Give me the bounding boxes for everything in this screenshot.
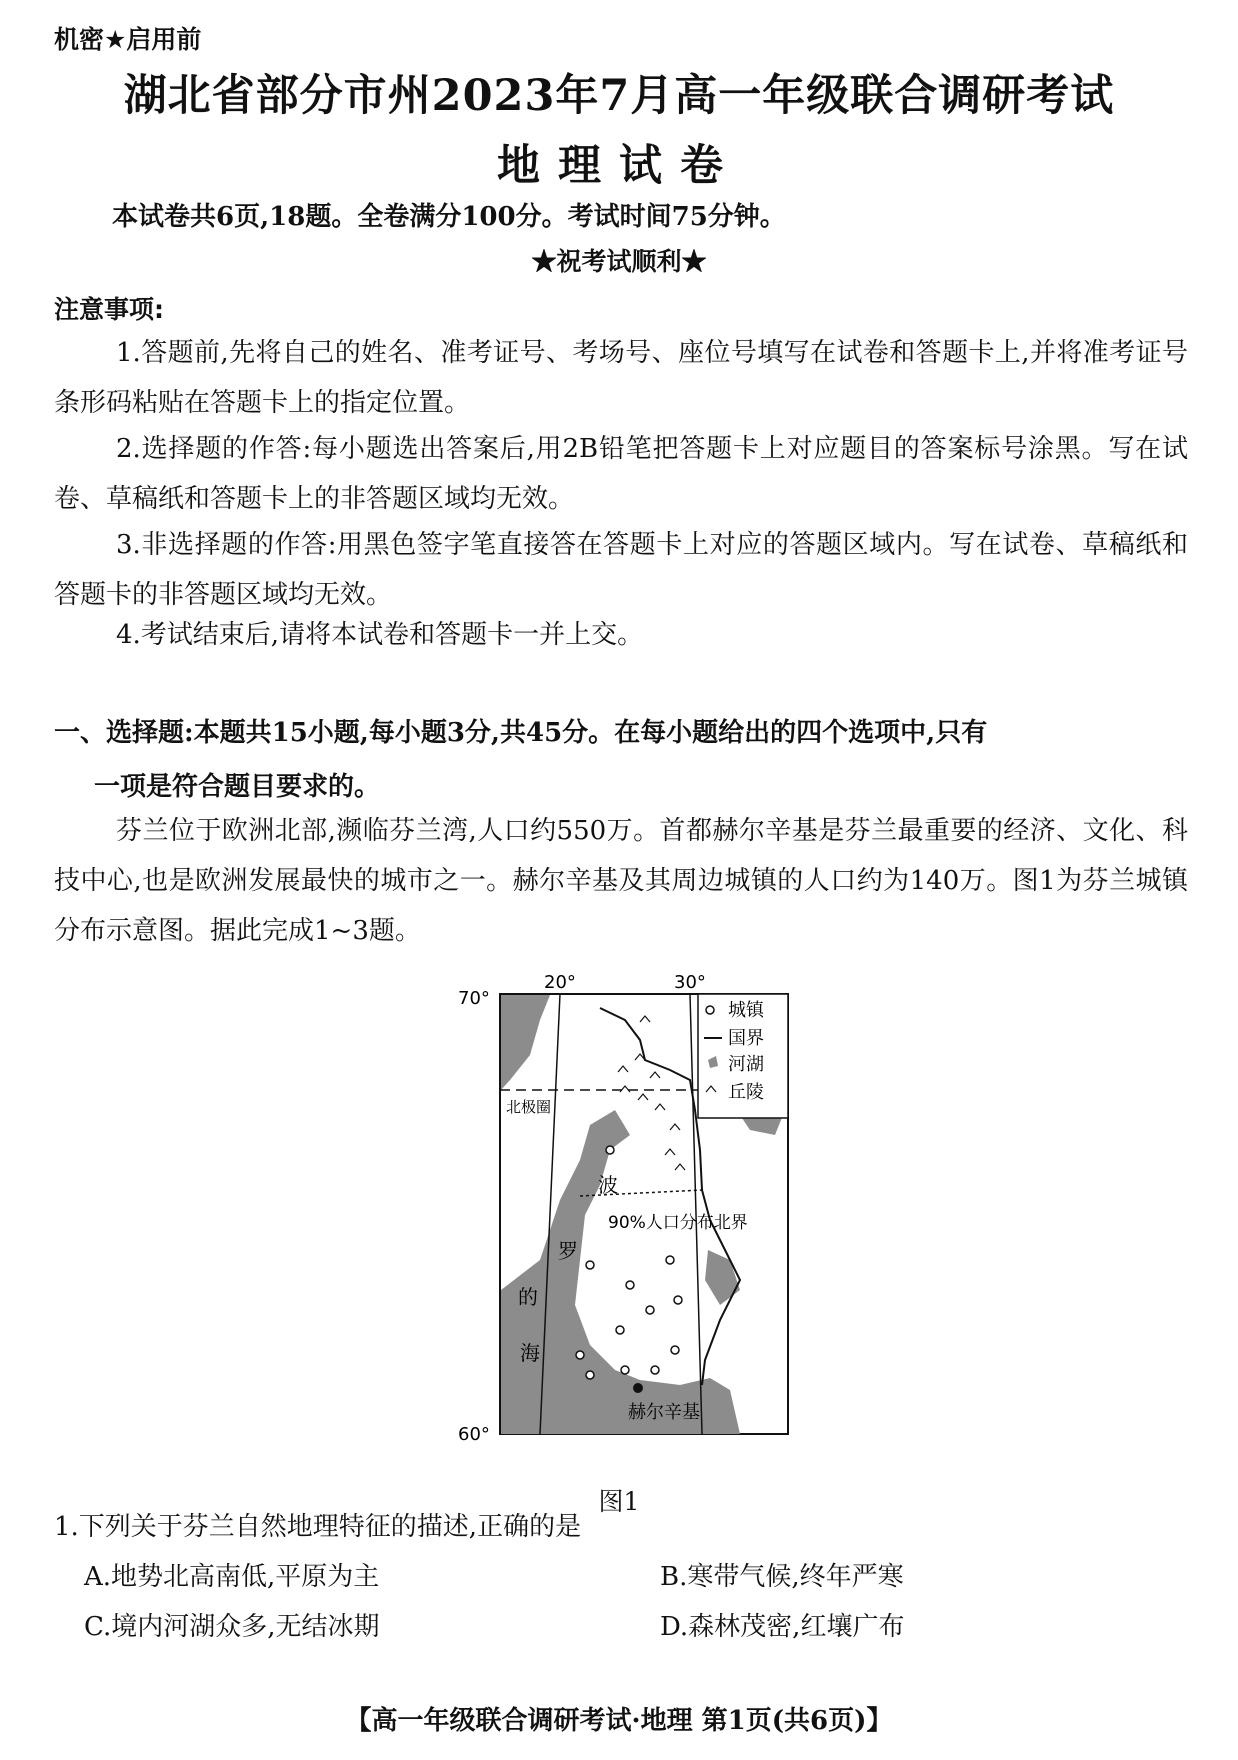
helsinki-label: 赫尔辛基 [628,1402,700,1423]
section-heading-line1: 一、选择题:本题共15小题,每小题3分,共45分。在每小题给出的四个选项中,只有 [54,718,988,748]
question-1-stem: 1.下列关于芬兰自然地理特征的描述,正确的是 [54,1512,582,1542]
sea-label-char-1: 波 [598,1173,618,1197]
section-heading [54,706,1188,814]
section-heading-line2: 一项是符合题目要求的。 [94,772,381,802]
sea-label-char-4: 海 [520,1341,540,1365]
notice-item-3: 3.非选择题的作答:用黑色签字笔直接答在答题卡上对应的答题区域内。写在试卷、草稿纸和答题卡的非答题区域均无效。 [54,530,1188,610]
confidential-label: 机密★启用前 [54,25,202,54]
notice-item-4: 4.考试结束后,请将本试卷和答题卡一并上交。 [116,620,644,650]
question-1-option-a: A.地势北高南低,平原为主 [84,1562,380,1592]
figure-caption: 图1 [598,1487,640,1516]
arctic-circle-label: 北极圈 [506,1098,552,1116]
sea-label-char-2: 罗 [558,1239,578,1263]
exam-subject: 地理试卷 [497,141,741,191]
notice-item-2: 2.选择题的作答:每小题选出答案后,用2B铅笔把答题卡上对应题目的答案标号涂黑。写在试卷、草稿纸和答题卡上的非答题区域均无效。 [54,434,1188,514]
finland-map-figure [440,960,810,1480]
page-footer: 【高一年级联合调研考试·地理 第1页(共6页)】 [345,1706,893,1736]
longitude-20-label: 20° [544,972,576,993]
reading-passage: 芬兰位于欧洲北部,濒临芬兰湾,人口约550万。首都赫尔辛基是芬兰最重要的经济、文化、科技中心,也是欧洲发展最快的城市之一。赫尔辛基及其周边城镇的人口约为140万。图1为芬兰城镇分布示意图。据此完成1~3题。 [54,816,1188,946]
latitude-70-label: 70° [458,988,490,1009]
notice-heading: 注意事项: [54,295,164,324]
legend-lake-label: 河湖 [728,1054,764,1075]
legend-border-label: 国界 [728,1028,764,1049]
question-1-option-c: C.境内河湖众多,无结冰期 [84,1612,380,1642]
sea-label-char-3: 的 [518,1285,538,1309]
legend-town-label: 城镇 [728,1000,764,1021]
exam-info: 本试卷共6页,18题。全卷满分100分。考试时间75分钟。 [112,202,786,232]
pop-boundary-label: 90%人口分布北界 [608,1213,748,1233]
notice-item-1: 1.答题前,先将自己的姓名、准考证号、考场号、座位号填写在试卷和答题卡上,并将准考证号条形码粘贴在答题卡上的指定位置。 [54,338,1188,418]
longitude-30-label: 30° [674,972,706,993]
capital-marker [633,1383,643,1393]
legend-hill-label: 丘陵 [728,1082,764,1103]
exam-title: 湖北省部分市州2023年7月高一年级联合调研考试 [123,71,1115,121]
good-luck-line: ★祝考试顺利★ [531,247,707,276]
question-1-option-d: D.森林茂密,红壤广布 [660,1612,905,1642]
latitude-60-label: 60° [458,1424,490,1445]
question-1-option-b: B.寒带气候,终年严寒 [660,1562,904,1592]
